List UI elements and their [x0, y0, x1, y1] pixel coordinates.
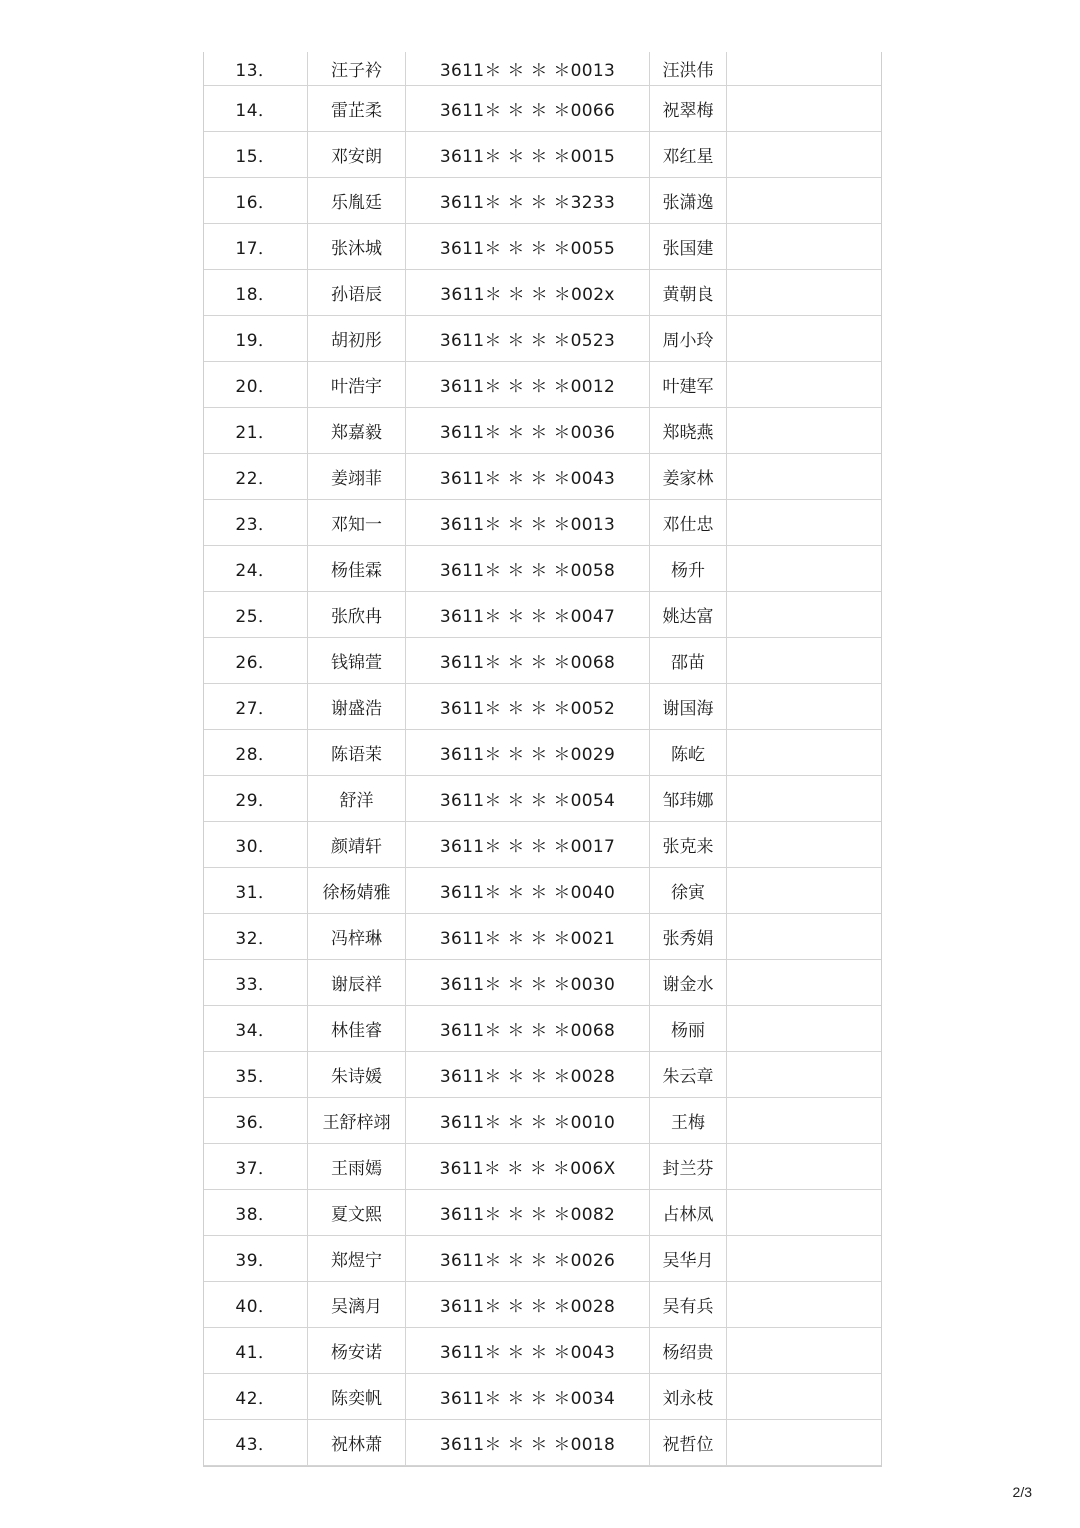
- student-table: [203, 52, 882, 1467]
- row-number: 22．: [204, 454, 308, 499]
- row-number: 14．: [204, 86, 308, 131]
- table-row: [204, 1098, 881, 1144]
- row-number: 34．: [204, 1006, 308, 1051]
- note-cell: [727, 132, 881, 177]
- id-number: 3611＊ ＊ ＊ ＊0043: [406, 1328, 650, 1373]
- row-number: 27．: [204, 684, 308, 729]
- student-name: 邓安朗: [308, 132, 406, 177]
- student-name: 夏文熙: [308, 1190, 406, 1235]
- student-name: 冯梓琳: [308, 914, 406, 959]
- student-name: 张欣冉: [308, 592, 406, 637]
- table-row: [204, 546, 881, 592]
- guardian-name: 占林凤: [650, 1190, 727, 1235]
- row-number: 33．: [204, 960, 308, 1005]
- id-number: 3611＊ ＊ ＊ ＊0013: [406, 52, 650, 85]
- guardian-name: 陈屹: [650, 730, 727, 775]
- row-number: 42．: [204, 1374, 308, 1419]
- student-name: 谢盛浩: [308, 684, 406, 729]
- table-row: [204, 52, 881, 86]
- row-number: 40．: [204, 1282, 308, 1327]
- guardian-name: 谢国海: [650, 684, 727, 729]
- table-row: [204, 822, 881, 868]
- note-cell: [727, 730, 881, 775]
- row-number: 41．: [204, 1328, 308, 1373]
- note-cell: [727, 684, 881, 729]
- row-number: 29．: [204, 776, 308, 821]
- note-cell: [727, 178, 881, 223]
- guardian-name: 祝哲位: [650, 1420, 727, 1465]
- note-cell: [727, 914, 881, 959]
- guardian-name: 汪洪伟: [650, 52, 727, 85]
- guardian-name: 姚达富: [650, 592, 727, 637]
- table-row: [204, 178, 881, 224]
- student-name: 雷芷柔: [308, 86, 406, 131]
- table-row: [204, 1052, 881, 1098]
- id-number: 3611＊ ＊ ＊ ＊0066: [406, 86, 650, 131]
- guardian-name: 祝翠梅: [650, 86, 727, 131]
- student-name: 陈奕帆: [308, 1374, 406, 1419]
- id-number: 3611＊ ＊ ＊ ＊0021: [406, 914, 650, 959]
- table-row: [204, 730, 881, 776]
- note-cell: [727, 270, 881, 315]
- table-row: [204, 316, 881, 362]
- id-number: 3611＊ ＊ ＊ ＊0010: [406, 1098, 650, 1143]
- note-cell: [727, 362, 881, 407]
- row-number: 19．: [204, 316, 308, 361]
- table-row: [204, 1328, 881, 1374]
- student-name: 胡初彤: [308, 316, 406, 361]
- row-number: 25．: [204, 592, 308, 637]
- id-number: 3611＊ ＊ ＊ ＊0012: [406, 362, 650, 407]
- table-row: [204, 1190, 881, 1236]
- guardian-name: 张国建: [650, 224, 727, 269]
- guardian-name: 叶建军: [650, 362, 727, 407]
- student-name: 汪子衿: [308, 52, 406, 85]
- id-number: 3611＊ ＊ ＊ ＊0028: [406, 1052, 650, 1097]
- table-row: [204, 684, 881, 730]
- note-cell: [727, 822, 881, 867]
- student-name: 邓知一: [308, 500, 406, 545]
- row-number: 18．: [204, 270, 308, 315]
- guardian-name: 邹玮娜: [650, 776, 727, 821]
- guardian-name: 徐寅: [650, 868, 727, 913]
- row-number: 17．: [204, 224, 308, 269]
- id-number: 3611＊ ＊ ＊ ＊0523: [406, 316, 650, 361]
- row-number: 30．: [204, 822, 308, 867]
- id-number: 3611＊ ＊ ＊ ＊0034: [406, 1374, 650, 1419]
- row-number: 37．: [204, 1144, 308, 1189]
- student-name: 陈语茉: [308, 730, 406, 775]
- id-number: 3611＊ ＊ ＊ ＊0026: [406, 1236, 650, 1281]
- note-cell: [727, 546, 881, 591]
- guardian-name: 邓仕忠: [650, 500, 727, 545]
- guardian-name: 张潇逸: [650, 178, 727, 223]
- student-name: 王舒梓翊: [308, 1098, 406, 1143]
- id-number: 3611＊ ＊ ＊ ＊002x: [406, 270, 650, 315]
- row-number: 20．: [204, 362, 308, 407]
- table-row: [204, 1236, 881, 1282]
- student-name: 杨安诺: [308, 1328, 406, 1373]
- note-cell: [727, 1098, 881, 1143]
- note-cell: [727, 52, 881, 85]
- student-name: 张沐城: [308, 224, 406, 269]
- guardian-name: 杨绍贵: [650, 1328, 727, 1373]
- student-name: 颜靖轩: [308, 822, 406, 867]
- table-row: [204, 960, 881, 1006]
- row-number: 24．: [204, 546, 308, 591]
- note-cell: [727, 224, 881, 269]
- row-number: 36．: [204, 1098, 308, 1143]
- student-name: 祝林萧: [308, 1420, 406, 1465]
- id-number: 3611＊ ＊ ＊ ＊0068: [406, 638, 650, 683]
- student-name: 钱锦萱: [308, 638, 406, 683]
- student-name: 林佳睿: [308, 1006, 406, 1051]
- table-row: [204, 1420, 881, 1466]
- student-name: 孙语辰: [308, 270, 406, 315]
- id-number: 3611＊ ＊ ＊ ＊0028: [406, 1282, 650, 1327]
- row-number: 43．: [204, 1420, 308, 1465]
- guardian-name: 邵苗: [650, 638, 727, 683]
- guardian-name: 朱云章: [650, 1052, 727, 1097]
- id-number: 3611＊ ＊ ＊ ＊0082: [406, 1190, 650, 1235]
- note-cell: [727, 960, 881, 1005]
- id-number: 3611＊ ＊ ＊ ＊006X: [406, 1144, 650, 1189]
- student-name: 王雨嫣: [308, 1144, 406, 1189]
- table-row: [204, 362, 881, 408]
- student-name: 郑嘉毅: [308, 408, 406, 453]
- note-cell: [727, 776, 881, 821]
- id-number: 3611＊ ＊ ＊ ＊0029: [406, 730, 650, 775]
- row-number: 39．: [204, 1236, 308, 1281]
- table-row: [204, 638, 881, 684]
- guardian-name: 周小玲: [650, 316, 727, 361]
- student-name: 朱诗媛: [308, 1052, 406, 1097]
- note-cell: [727, 1328, 881, 1373]
- guardian-name: 黄朝良: [650, 270, 727, 315]
- table-row: [204, 500, 881, 546]
- guardian-name: 王梅: [650, 1098, 727, 1143]
- guardian-name: 杨升: [650, 546, 727, 591]
- table-row: [204, 86, 881, 132]
- student-name: 徐杨婧雅: [308, 868, 406, 913]
- id-number: 3611＊ ＊ ＊ ＊0043: [406, 454, 650, 499]
- student-name: 乐胤廷: [308, 178, 406, 223]
- id-number: 3611＊ ＊ ＊ ＊0055: [406, 224, 650, 269]
- student-name: 吴漓月: [308, 1282, 406, 1327]
- guardian-name: 封兰芬: [650, 1144, 727, 1189]
- table-row: [204, 868, 881, 914]
- page-number: 2/3: [1012, 1484, 1032, 1500]
- table-row: [204, 408, 881, 454]
- id-number: 3611＊ ＊ ＊ ＊0036: [406, 408, 650, 453]
- table-row: [204, 1144, 881, 1190]
- row-number: 16．: [204, 178, 308, 223]
- id-number: 3611＊ ＊ ＊ ＊0068: [406, 1006, 650, 1051]
- row-number: 31．: [204, 868, 308, 913]
- table-row: [204, 270, 881, 316]
- note-cell: [727, 592, 881, 637]
- note-cell: [727, 1006, 881, 1051]
- row-number: 38．: [204, 1190, 308, 1235]
- note-cell: [727, 1420, 881, 1465]
- row-number: 21．: [204, 408, 308, 453]
- guardian-name: 郑晓燕: [650, 408, 727, 453]
- id-number: 3611＊ ＊ ＊ ＊0030: [406, 960, 650, 1005]
- note-cell: [727, 868, 881, 913]
- guardian-name: 邓红星: [650, 132, 727, 177]
- row-number: 26．: [204, 638, 308, 683]
- guardian-name: 吴有兵: [650, 1282, 727, 1327]
- note-cell: [727, 408, 881, 453]
- table-row: [204, 132, 881, 178]
- table-row: [204, 1282, 881, 1328]
- id-number: 3611＊ ＊ ＊ ＊0052: [406, 684, 650, 729]
- table-row: [204, 592, 881, 638]
- guardian-name: 姜家林: [650, 454, 727, 499]
- student-name: 舒洋: [308, 776, 406, 821]
- row-number: 13．: [204, 52, 308, 85]
- note-cell: [727, 1190, 881, 1235]
- id-number: 3611＊ ＊ ＊ ＊0058: [406, 546, 650, 591]
- table-row: [204, 914, 881, 960]
- table-row: [204, 454, 881, 500]
- student-name: 谢辰祥: [308, 960, 406, 1005]
- note-cell: [727, 454, 881, 499]
- id-number: 3611＊ ＊ ＊ ＊0018: [406, 1420, 650, 1465]
- table-row: [204, 776, 881, 822]
- note-cell: [727, 316, 881, 361]
- id-number: 3611＊ ＊ ＊ ＊0054: [406, 776, 650, 821]
- id-number: 3611＊ ＊ ＊ ＊0047: [406, 592, 650, 637]
- note-cell: [727, 1282, 881, 1327]
- student-name: 叶浩宇: [308, 362, 406, 407]
- guardian-name: 谢金水: [650, 960, 727, 1005]
- guardian-name: 吴华月: [650, 1236, 727, 1281]
- note-cell: [727, 86, 881, 131]
- row-number: 15．: [204, 132, 308, 177]
- row-number: 32．: [204, 914, 308, 959]
- id-number: 3611＊ ＊ ＊ ＊0013: [406, 500, 650, 545]
- note-cell: [727, 1236, 881, 1281]
- student-name: 郑煜宁: [308, 1236, 406, 1281]
- id-number: 3611＊ ＊ ＊ ＊3233: [406, 178, 650, 223]
- table-row: [204, 1006, 881, 1052]
- guardian-name: 张秀娟: [650, 914, 727, 959]
- note-cell: [727, 1374, 881, 1419]
- guardian-name: 杨丽: [650, 1006, 727, 1051]
- student-name: 姜翊菲: [308, 454, 406, 499]
- table-row: [204, 1374, 881, 1420]
- guardian-name: 张克来: [650, 822, 727, 867]
- guardian-name: 刘永枝: [650, 1374, 727, 1419]
- note-cell: [727, 500, 881, 545]
- id-number: 3611＊ ＊ ＊ ＊0017: [406, 822, 650, 867]
- row-number: 35．: [204, 1052, 308, 1097]
- row-number: 23．: [204, 500, 308, 545]
- student-name: 杨佳霖: [308, 546, 406, 591]
- id-number: 3611＊ ＊ ＊ ＊0015: [406, 132, 650, 177]
- row-number: 28．: [204, 730, 308, 775]
- note-cell: [727, 1052, 881, 1097]
- note-cell: [727, 638, 881, 683]
- note-cell: [727, 1144, 881, 1189]
- id-number: 3611＊ ＊ ＊ ＊0040: [406, 868, 650, 913]
- table-row: [204, 224, 881, 270]
